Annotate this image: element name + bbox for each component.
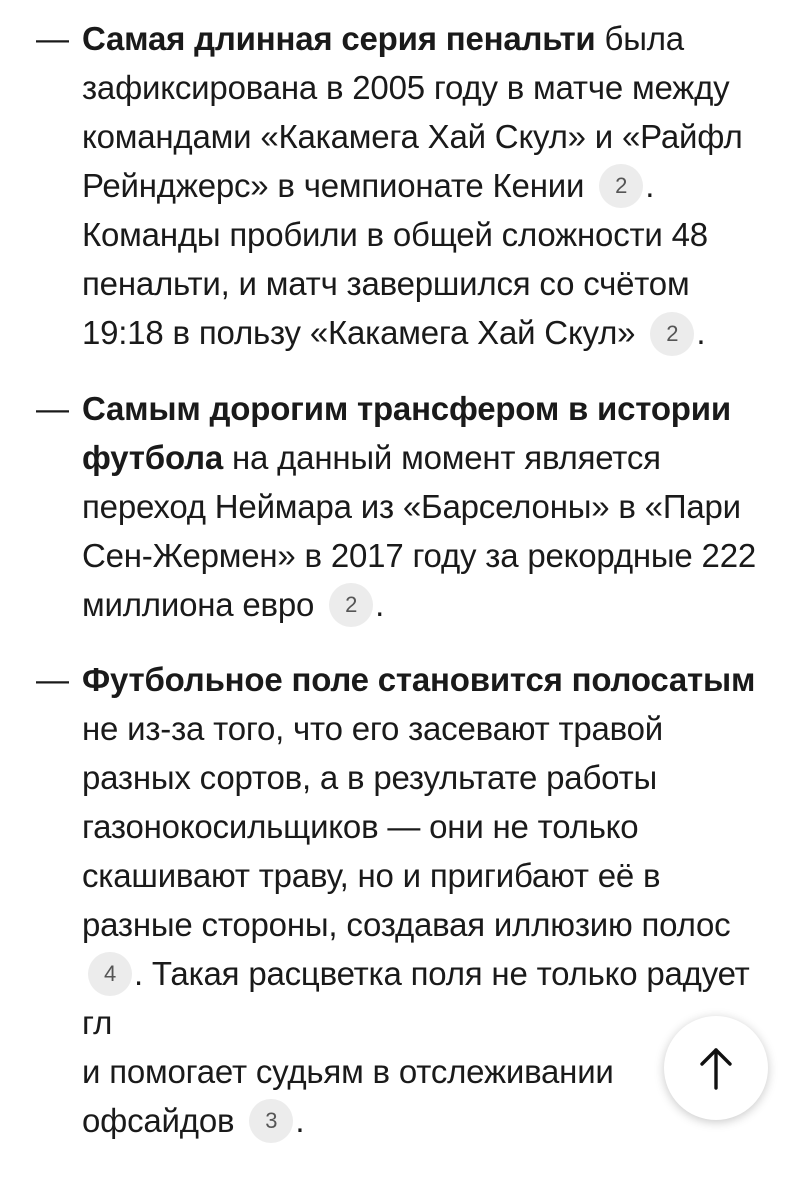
fact-body: на данный момент является переход Неймара из «Барселоны» в «Пари Сен-Жермен» в 2017 году за рекордные 222 миллиона евро xyxy=(82,438,756,623)
list-dash: — xyxy=(36,389,69,427)
fact-item-transfer xyxy=(0,384,796,629)
fact-bold-title: Самая длинная серия пенальти xyxy=(82,20,596,57)
arrow-up-icon xyxy=(696,1044,736,1092)
list-dash: — xyxy=(36,20,69,57)
fact-body: . xyxy=(295,1102,305,1140)
source-ref-badge[interactable]: 3 xyxy=(249,1099,293,1143)
source-ref-badge[interactable]: 2 xyxy=(599,164,643,208)
source-ref-badge[interactable]: 4 xyxy=(88,952,132,996)
fact-body: и помогает судьям в отслеживании xyxy=(82,1053,614,1091)
fact-item-penalty xyxy=(0,14,796,358)
fact-text xyxy=(82,655,762,1146)
fact-body: . Такая расцветка поля не только радует гл xyxy=(82,954,750,1042)
facts-list xyxy=(0,14,796,1171)
fact-bold-title: Самым дорогим трансфером в истории футбола xyxy=(82,389,731,476)
source-ref-badge[interactable]: 2 xyxy=(329,583,373,627)
fact-text xyxy=(82,14,762,358)
source-ref-badge[interactable]: 2 xyxy=(650,312,694,356)
fact-body: . Команды пробили в общей сложности 48 пенальти, и матч завершился со счётом 19:18 в пользу «Какамега Хай Скул» xyxy=(82,167,708,352)
fact-body: . xyxy=(375,585,385,623)
fact-body: была зафиксирована в 2005 году в матче между командами «Какамега Хай Скул» и «Райфл Рейнджерс» в чемпионате Кении xyxy=(82,20,743,204)
fact-body: не из-за того, что его засевают травой разных сортов, а в результате работы газонокосильщиков — они не только скашивают траву, но и пригибают её в разные стороны, создавая иллюзию полос xyxy=(82,709,731,943)
list-dash: — xyxy=(36,660,69,698)
fact-body: . xyxy=(696,314,706,352)
fact-bold-title: Футбольное поле становится полосатым xyxy=(82,660,756,698)
scroll-to-top-button[interactable] xyxy=(664,1016,768,1120)
fact-text xyxy=(82,384,762,629)
fact-body: офсайдов xyxy=(82,1102,235,1140)
